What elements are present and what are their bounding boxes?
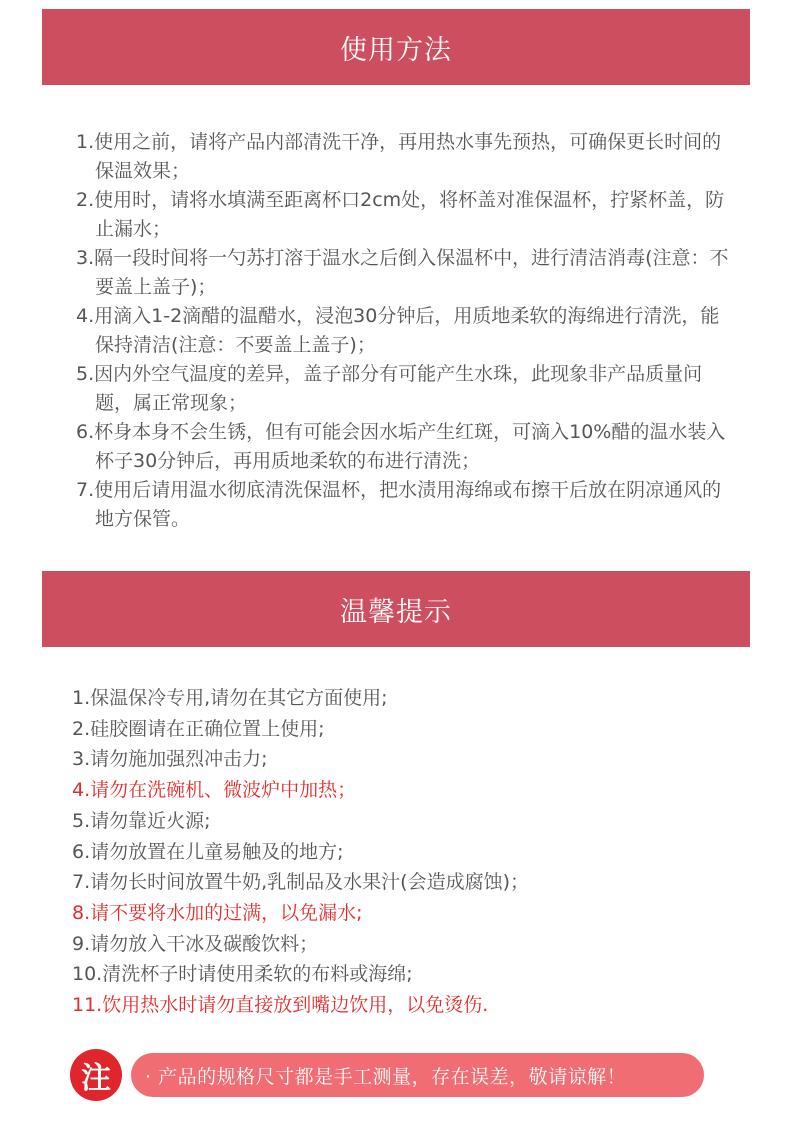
usage-item-7: 7.使用后请用温水彻底清洗保温杯，把水渍用海绵或布擦干后放在阴凉通风的地方保管。: [76, 479, 722, 530]
usage-list: [76, 128, 736, 534]
note-text: · 产品的规格尺寸都是手工测量，存在误差，敬请谅解！: [145, 1065, 627, 1088]
tip-item-1: 1.保温保冷专用,请勿在其它方面使用;: [72, 687, 388, 709]
tip-item-7: 7.请勿长时间放置牛奶,乳制品及水果汁(会造成腐蚀)；: [72, 871, 529, 894]
usage-item-6: 6.杯身本身不会生锈，但有可能会因水垢产生红斑，可滴入10%醋的温水装入杯子30分钟后，再用质地柔软的布进行清洗；: [76, 421, 726, 472]
note-pill: [131, 1053, 704, 1097]
tips-title: 温馨提示: [340, 596, 452, 628]
tip-item-5: 5.请勿靠近火源;: [72, 809, 211, 832]
tip-item-9: 9.请勿放入干冰及碳酸饮料；: [72, 932, 319, 955]
tip-item-4-warning: 4.请勿在洗碗机、微波炉中加热；: [72, 779, 357, 802]
tip-item-6: 6.请勿放置在儿童易触及的地方;: [72, 840, 344, 863]
usage-item-2: 2.使用时，请将水填满至距离杯口2cm处，将杯盖对准保温杯，拧紧杯盖，防止漏水；: [76, 189, 725, 240]
tip-item-10: 10.清洗杯子时请使用柔软的布料或海绵;: [72, 963, 413, 986]
usage-item-1: 1.使用之前，请将产品内部清洗干净，再用热水事先预热，可确保更长时间的保温效果；: [76, 131, 722, 182]
tip-item-2: 2.硅胶圈请在正确位置上使用;: [72, 717, 325, 740]
usage-title: 使用方法: [340, 34, 452, 66]
tip-item-3: 3.请勿施加强烈冲击力;: [72, 748, 268, 771]
usage-item-3: 3.隔一段时间将一勺苏打溶于温水之后倒入保温杯中，进行清洁消毒(注意：不要盖上盖子)；: [76, 247, 729, 298]
tip-item-11-warning: 11.饮用热水时请勿直接放到嘴边饮用，以免烫伤.: [72, 994, 489, 1017]
note-badge: [70, 1049, 122, 1101]
tips-section-header: [42, 571, 750, 647]
tip-item-8-warning: 8.请不要将水加的过满，以免漏水;: [72, 901, 363, 924]
note-badge-label: 注: [81, 1061, 111, 1096]
tips-list: [72, 683, 752, 1021]
usage-section-header: [42, 9, 750, 85]
usage-item-4: 4.用滴入1-2滴醋的温醋水，浸泡30分钟后，用质地柔软的海绵进行清洗，能保持清洁(注意：不要盖上盖子)；: [76, 305, 720, 356]
usage-item-5: 5.因内外空气温度的差异，盖子部分有可能产生水珠，此现象非产品质量问题，属正常现象；: [76, 363, 703, 414]
